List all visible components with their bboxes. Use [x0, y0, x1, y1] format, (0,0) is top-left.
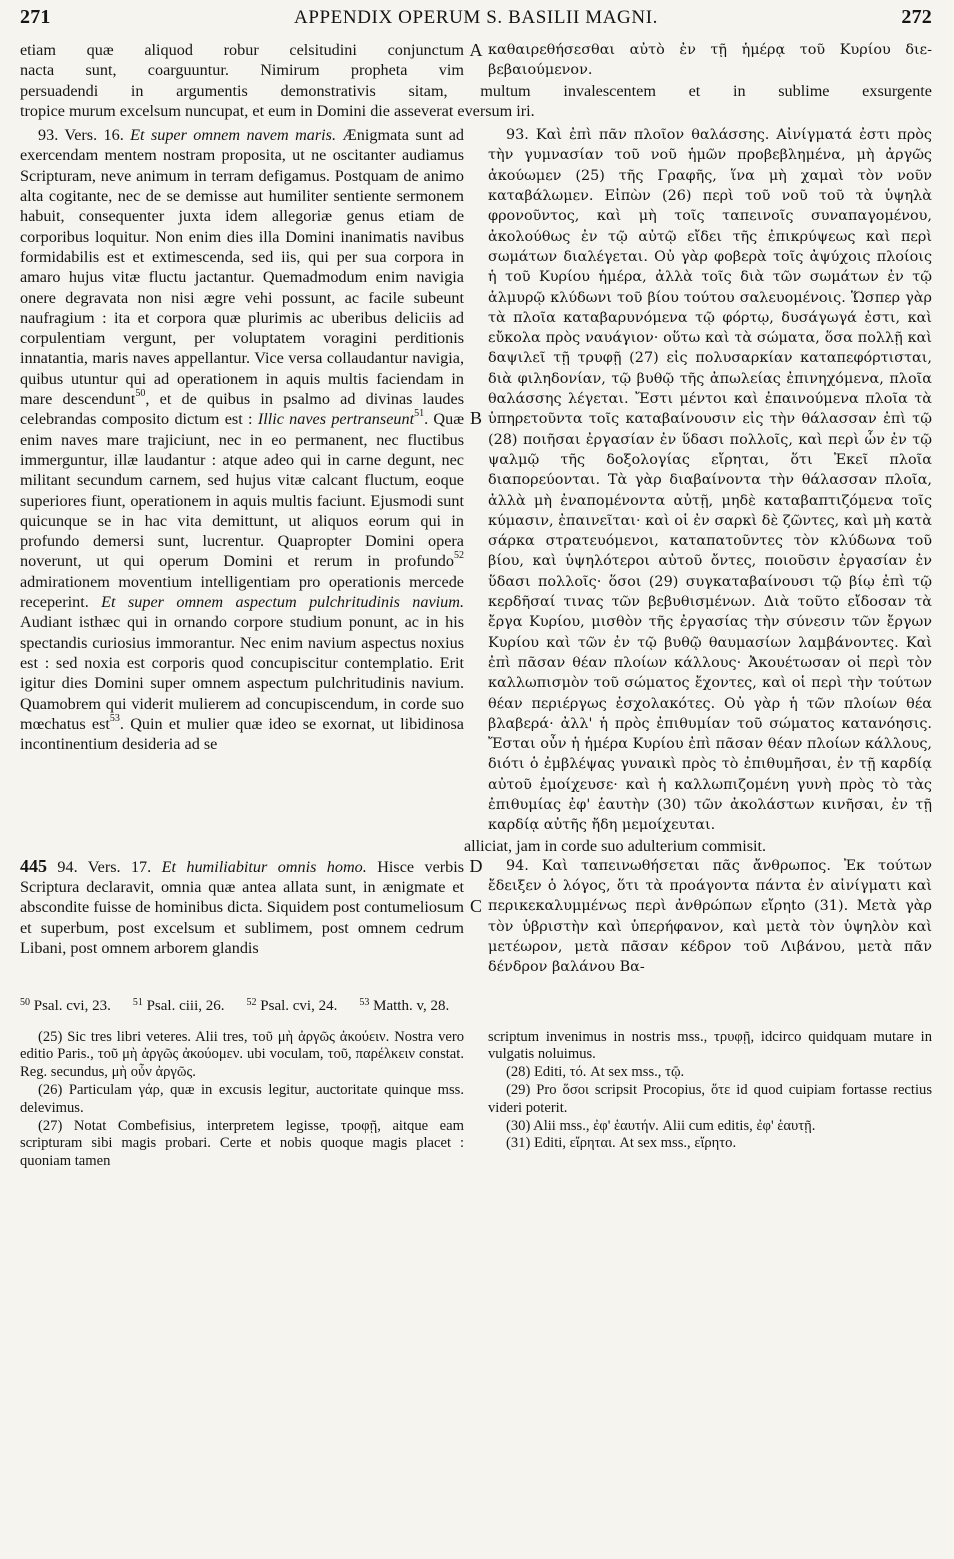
margin-marker-d: D	[469, 855, 483, 876]
greek-column	[488, 125, 932, 835]
ref-text: Psal. cvi, 24.	[260, 997, 338, 1014]
greek-column-lower	[488, 856, 932, 978]
greek-top	[488, 40, 932, 81]
running-title: APPENDIX OPERUM S. BASILII MAGNI.	[294, 7, 658, 28]
greek-paragraph-93: 93. Καὶ ἐπὶ πᾶν πλοῖον θαλάσσης. Αἰνίγματά ἐστι πρὸς τὴν γυμνασίαν τοῦ νοῦ ἡμῶν προβεβλημένα, μὴ ἀργῶς ἀκούωμεν (25) τῆς Γραφῆς, ἵνα μὴ χαμαὶ τὸν νοῦν καταβάλωμεν. Εἰπὼν (26) περὶ τοῦ νοῦ τοῦ τὰ ὑψηλὰ φρονοῦντος, καὶ μὴ τοῖς ταπεινοῖς συναπαγομένου, ἀκολούθως ἐν τῷ αὐτῷ εἴδει τῆς ἐπικρύψεως καὶ περὶ σωμάτων διαλέγεται. Οὐ γὰρ φοβερὰ τοῖς ἀψύχοις πλοίοις ἡ τοῦ Κυρίου ἡμέρα, ἀλλὰ τοῖς διὰ τῶν σωμάτων ἐν τῷ ἁλμυρῷ κλύδωνι τοῦ βίου τούτου σαλευομένοις. Ὥσπερ γὰρ τὰ πλοῖα καταβαρυνόμενα τῷ φόρτῳ, δυσάγωγά ἐστι, καὶ εὔκολα πρὸς ναυάγιον· οὕτω καὶ τὰ σώματα, ὅσα πολλῇ καὶ δαψιλεῖ τῇ τρυφῇ (27) εἰς πολυσαρκίαν καταπεφόρτισται, διὰ φιληδονίαν, τῷ βυθῷ τῆς ἀπωλείας ἐπινηχόμενα, πλοῖα θαλάσσης λέγεται. Ἔστι μέντοι καὶ ἐπαινούμενα πλοῖα τὰ ὑπηρετοῦντα τοῖς καταβαίνουσιν εἰς τὴν θάλασσαν ἐπὶ τῷ (28) ποιῆσαι ἐργασίαν ἐν ὕδασι πολλοῖς, καὶ περὶ ὧν ἐν τῷ ψαλμῷ τῆς δοξολογίας εἴρηται, ὅτι Ἐκεῖ πλοῖα διαπορεύονται. Τὰ γὰρ διαβαίνοντα τὴν θάλασσαν πλοῖα, ἀλλὰ μὴ ἐναπομένοντα αὐτῇ, μηδὲ καταβαπτιζόμενα τοῖς κύμασιν, ἐπαινεῖται· καὶ οἱ ἐν σαρκὶ δὲ ζῶντες, καὶ μὴ κατὰ σάρκα στρατευόμενοι, καταπατοῦντες τὸν κλύδωνα τοῦ βίου, καὶ ὑψηλότεροι αὐτοῦ ὄντες, ποιοῦσιν ἐργασίαν ἐν ὕδασι πολλοῖς· ὅσοι (29) συγκαταβαίνουσι τῷ βίῳ ἐπὶ τῷ κερδῆσαί τινας τῶν βεβυθισμένων. Διὰ τοῦτο εἴδοσαν τὰ ἔργα Κυρίου, μισθὸν τῆς ἐργασίας τὴν σύνεσιν τῶν ἔργων Κυρίου καὶ τῶν ἐν τῷ βυθῷ θαυμασίων λαμβάνοντες. Καὶ ἐπὶ πᾶσαν θέαν πλοίων κάλλους· Ἀκουέτωσαν οἱ περὶ τὸν καλλωπισμὸν τοῦ σώματος ἔχοντες, καὶ οἱ περὶ τὴν τούτων θέαν περιέργως ἐσχολακότες. Οὐ γὰρ ἡ τῶν πλοίων θέα βλαβερά· ἀλλ' ἡ πρὸς ἐπιθυμίαν τοῦ σώματος κατανόησις. Ἔσται οὖν ἡ ἡμέρα Κυρίου ἐπὶ πᾶσαν θέαν πλοίων κάλλους, διότι ὁ ἐμβλέψας γυναικὶ πρὸς τὸ ἐπιθυμῆσαι, ἐν τῇ καρδίᾳ αὐτοῦ ἐμοίχευσε· καὶ ἡ καλλωπιζομένη γυνὴ πρὸς τὸ τὰς ἐπιθυμίας ἐφ' ἑαυτὴν (30) τῶν ἀκολάστων κινῆσαι, ἐν τῇ καρδίᾳ αὐτῆς ἤδη μεμοίχευται.	[488, 127, 932, 834]
note: scriptum invenimus in nostris mss., τρυφῇ, idcirco quidquam mutare in vulgatis noluimus.	[488, 1028, 932, 1063]
note: (27) Notat Combefisius, interpretem legisse, τροφῇ, aitque eam scripturam sibi magis probari. Certe et nobis quoque magis placet : quoniam tamen	[20, 1117, 464, 1170]
note: (31) Editi, εἴρηται. At sex mss., εἴρητο.	[506, 1135, 737, 1152]
reference-item	[359, 998, 449, 1015]
reference-item	[133, 998, 225, 1015]
notes-right-column	[488, 1029, 932, 1171]
note: (29) Pro ὅσοι scripsit Procopius, ὅτε id quod cuipiam fortasse rectius videri poterit.	[488, 1082, 932, 1116]
verse-heading: 93. Vers. 16.	[38, 126, 124, 145]
notes-left-column	[20, 1029, 464, 1171]
latin-paragraph-94	[20, 856, 464, 958]
footnote-ref-53: 53	[109, 712, 120, 724]
latin-line: etiam quæ aliquod robur celsitudini conjunctum	[20, 41, 464, 59]
left-page-number: 271	[20, 6, 51, 28]
latin-text: , et de quibus in psalmo ad divinas laudes celebrandas composito dictum est :	[20, 390, 464, 429]
spanning-line: alliciat, jam in corde suo adulterium commisit.	[464, 836, 767, 855]
footnote-ref-51: 51	[414, 408, 425, 420]
margin-marker-a: A	[469, 40, 483, 60]
margin-marker-b: B	[469, 408, 482, 429]
latin-line: nacta sunt, coarguuntur. Nimirum propheta vim	[20, 61, 464, 80]
verse-heading: 94. Vers. 17.	[57, 857, 152, 876]
ref-text: Psal. cvi, 23.	[33, 997, 111, 1014]
verse-lemma: Et humiliabitur omnis homo.	[161, 857, 367, 876]
footnote-ref-50: 50	[135, 388, 146, 400]
spanning-line: persuadendi in argumentis demonstrativis sitam, multum invalescentem et in sublime exsurgente	[20, 81, 932, 100]
page-header	[20, 6, 932, 40]
ref-number: 53	[359, 996, 370, 1008]
footnote-ref-52: 52	[454, 550, 464, 562]
greek-paragraph-94: 94. Καὶ ταπεινωθήσεται πᾶς ἄνθρωπος. Ἐκ τούτων ἔδειξεν ὁ λόγος, ὅτι τὰ προάγοντα πάντα ἐν αἰνίγματι καὶ περικεκαλυμμένως περὶ ἀνθρώπων εἴρηto (31). Μετὰ γὰρ τὸν ὑβριστὴν καὶ ὑπερήφανον, καὶ μετὰ τὸν ὑψηλὸν καὶ μετέωρον, μετὰ πᾶσαν κέδρον τοῦ Λιβάνου, μετὰ πᾶν δένδρον βαλάνου Βα-	[488, 857, 932, 976]
latin-column-lower	[20, 856, 464, 978]
spanning-line: tropice murum excelsum nuncupat, et eum in Domini die asseverat eversum iri.	[20, 101, 535, 120]
latin-text: Ænigmata sunt ad exercendam mentem nostram proposita, ut ne oscitanter audiamus Scripturam, neve animum in terram defigamus. Postquam de animo alta cogitante, nec de se demisse aut humiliter sentiente sermonem habuit, consequenter juxta idem allegoriæ genus etiam de corporibus loquitur. Non enim dies illa Domini inanimatis navibus formidabilis est et extimescenda, sed iis, qui per sua corpora in amaro hujus vitæ fluctu jactantur. Quemadmodum enim navigia onere degravata non nisi ægre vehi possunt, ac facile subeunt naufragium : ita et corpora quæ plurimis ac uberibus deliciis ad corpulentiam vergunt, per voluptatem voragini perditionis innatantia, maris naves appellantur. Vice versa collaudantur navigia, quibus utuntur qui ad operationem in aquis multis faciendam in mare descendunt	[20, 126, 464, 409]
critical-notes	[20, 1029, 932, 1171]
note: (26) Particulam γάρ, quæ in excusis legitur, auctoritate quinque mss. delevimus.	[20, 1082, 464, 1116]
verse-lemma: Et super omnem aspectum pulchritudinis navium.	[101, 593, 465, 612]
note: (28) Editi, τό. At sex mss., τῷ.	[506, 1064, 685, 1081]
margin-marker-c: C	[469, 896, 482, 917]
latin-text: Hisce verbis Scriptura declaravit, omnia quæ antea allata sunt, in ænigmate et abscondite fuisse de hominibus dicta. Siquidem post contumeliosum et superbum, post excelsum et sublimem, post omnem cedrum Libani, post omnem arborem glandis	[20, 857, 465, 958]
top-two-column-lines	[20, 40, 932, 81]
right-page-number: 272	[901, 6, 932, 28]
verse-lemma: Et super omnem navem maris.	[130, 126, 337, 145]
greek-line: καθαιρεθήσεσθαι αὐτὸ ἐν τῇ ἡμέρᾳ τοῦ Κυρίου διε-	[488, 42, 932, 58]
ref-text: Psal. ciii, 26.	[146, 997, 225, 1014]
latin-top	[20, 40, 464, 81]
greek-line: βεβαιούμενον.	[488, 62, 593, 79]
reference-item	[20, 998, 111, 1015]
lower-columns	[20, 856, 932, 978]
latin-text: . Quin et mulier quæ ideo se exornat, ut libidinosa incontinentium desideria ad se	[20, 714, 464, 754]
note: (25) Sic tres libri veteres. Alii tres, τοῦ μὴ ἀργῶς ἀκούειν. Nostra vero editio Paris., τοῦ μὴ ἀργῶς ἀκούομεν. ubi voculam, τοῦ, παρέλκειν constat. Reg. secundus, μὴ οὖν ἀργῶς.	[20, 1028, 464, 1081]
ref-number: 50	[20, 996, 30, 1008]
quotation: Illic naves pertranseunt	[257, 410, 415, 429]
scripture-references	[20, 998, 932, 1015]
ref-number: 51	[132, 996, 143, 1008]
ref-number: 52	[246, 996, 257, 1008]
latin-text: . Quæ enim naves mare trajiciunt, nec in eo permanent, nec fluctibus immerguntur, illæ laudantur : atque adeo qui in carne degunt, nec militant secundum carnem, sed hujus vitæ calcant fluctum, eoque superiores fiunt, operationem in aquis multis faciunt. Ejusmodi sunt quicunque se in hac vita demittunt, ut aliquos eorum qui in profundo demersi sunt, lucrentur. Quapropter Domini opera noverunt, ut qui operum Domini et rerum in profundo	[20, 410, 465, 571]
latin-text: admirationem moventium intelligentiam pro operationis mercede receperint.	[20, 572, 464, 612]
edition-page-marker: 445	[20, 855, 47, 876]
latin-paragraph-93	[20, 125, 464, 754]
latin-text: Audiant isthæc qui in ornando corpore studium ponunt, ac in his spectandis curiosius immorantur. Nec enim navium aspectus noxius est : sed noxia est corporis quod concupiscitur contemplatio. Erit igitur dies Domini super omnem aspectum pulchritudinis navium. Quamobrem qui viderit mulierem ad concupiscendum, in corde suo mœchatus est	[20, 613, 464, 733]
reference-item	[247, 998, 338, 1015]
ref-text: Matth. v, 28.	[373, 997, 450, 1014]
note: (30) Alii mss., ἐφ' ἑαυτήν. Alii cum editis, ἐφ' ἑαυτῇ.	[506, 1117, 816, 1134]
latin-column	[20, 125, 464, 835]
